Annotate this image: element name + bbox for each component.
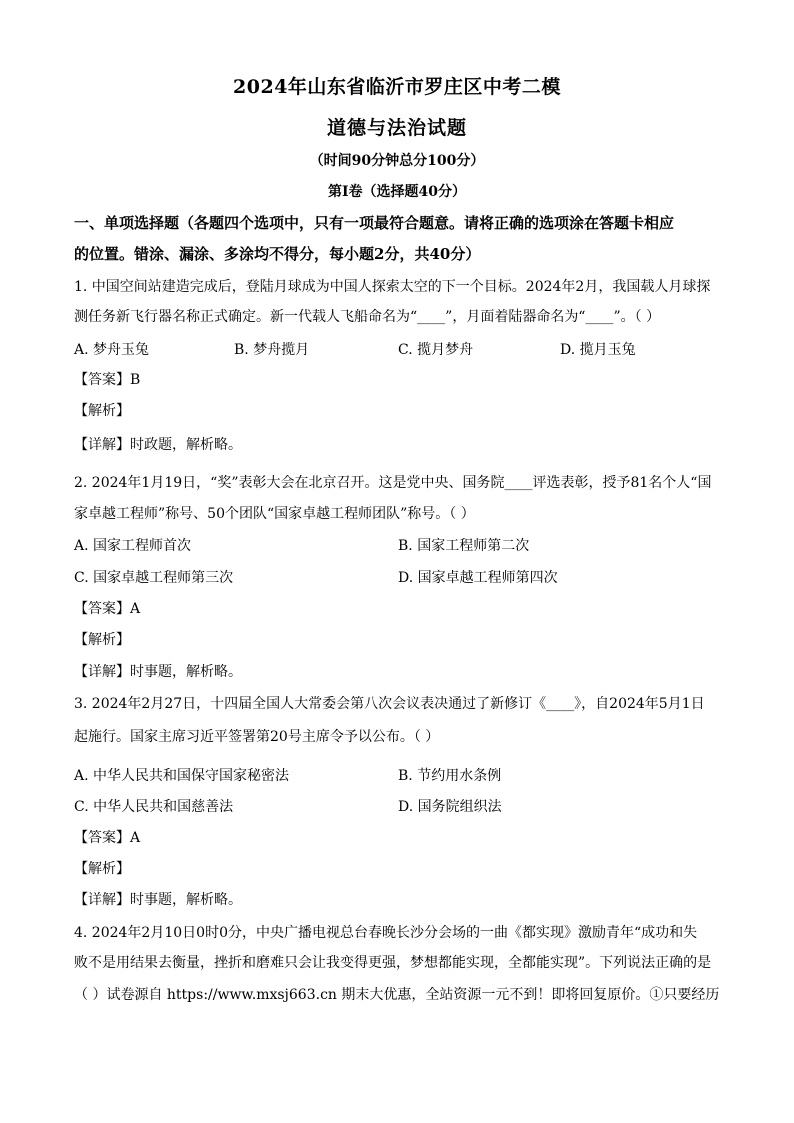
- q1-analysis: [74, 400, 734, 420]
- q1-detail-text: 时政题，解析略。: [130, 437, 242, 453]
- exam-subject: 道德与法治试题: [326, 117, 467, 139]
- answer-label: 【答案】: [74, 372, 130, 388]
- section-heading-line2: 的位置。错涂、漏涂、多涂均不得分，每小题2分，共40分）: [74, 245, 481, 263]
- q3-detail-text: 时事题，解析略。: [130, 892, 242, 908]
- q2-option-b: B. 国家工程师第二次: [398, 538, 530, 554]
- q2-answer-value: A: [130, 601, 141, 617]
- q3-answer: [74, 827, 734, 847]
- analysis-label: 【解析】: [74, 403, 130, 419]
- exam-volume: 第I卷（选择题40分）: [327, 184, 467, 200]
- q3-option-a: A. 中华人民共和国保守国家秘密法: [74, 768, 290, 784]
- q1-detail: [74, 434, 734, 454]
- detail-label: 【详解】: [74, 664, 130, 680]
- q1-stem-line2: 测任务新飞行器名称正式确定。新一代载人飞船命名为“____”，月面着陆器命名为“____”。（ ）: [74, 309, 661, 325]
- q1-option-d: D. 揽月玉兔: [560, 342, 636, 358]
- analysis-label: 【解析】: [74, 632, 130, 648]
- exam-time-info: （时间90分钟总分100分）: [309, 153, 485, 169]
- q3-stem-line1: 3. 2024年2月27日，十四届全国人大常委会第八次会议表决通过了新修订《____》，自2024年5月1日: [74, 696, 705, 712]
- q2-detail-text: 时事题，解析略。: [130, 664, 242, 680]
- q2-option-a: A. 国家工程师首次: [74, 538, 192, 554]
- q1-option-b: B. 梦舟揽月: [234, 342, 310, 358]
- exam-title: 2024年山东省临沂市罗庄区中考二模: [233, 76, 561, 98]
- q1-option-a: A. 梦舟玉兔: [74, 342, 150, 358]
- answer-label: 【答案】: [74, 601, 130, 617]
- section-heading-line1: 一、单项选择题（各题四个选项中，只有一项最符合题意。请将正确的选项涂在答题卡相应: [74, 214, 675, 232]
- q3-detail: [74, 889, 734, 909]
- q2-detail: [74, 661, 734, 681]
- q3-option-b: B. 节约用水条例: [398, 768, 502, 784]
- q1-stem-line1: 1. 中国空间站建造完成后，登陆月球成为中国人探索太空的下一个目标。2024年2月，我国载人月球探: [74, 279, 711, 295]
- q2-option-c: C. 国家卓越工程师第三次: [74, 570, 234, 586]
- q3-analysis: [74, 858, 734, 878]
- q2-answer: [74, 598, 734, 618]
- answer-label: 【答案】: [74, 830, 130, 846]
- q3-stem-line2: 起施行。国家主席习近平签署第20号主席令予以公布。（ ）: [74, 729, 440, 745]
- q1-answer-value: B: [130, 372, 141, 388]
- detail-label: 【详解】: [74, 892, 130, 908]
- q3-option-c: C. 中华人民共和国慈善法: [74, 799, 234, 815]
- q3-answer-value: A: [130, 830, 141, 846]
- q2-stem-line1: 2. 2024年1月19日，“奖”表彰大会在北京召开。这是党中央、国务院____评选表彰，授予81名个人“国: [74, 475, 712, 491]
- q4-stem-line3: （ ）试卷源自 https://www.mxsj663.cn 期末大优惠，全站资源一元不到！即将回复原价。①只要经历: [74, 987, 720, 1003]
- q4-stem-line1: 4. 2024年2月10日0时0分，中央广播电视总台春晚长沙分会场的一曲《都实现》激励青年“成功和失: [74, 925, 698, 941]
- q1-option-c: C. 揽月梦舟: [398, 342, 474, 358]
- q2-stem-line2: 家卓越工程师”称号、50个团队“国家卓越工程师团队”称号。（ ）: [74, 506, 475, 522]
- q2-analysis: [74, 629, 734, 649]
- q3-option-d: D. 国务院组织法: [398, 799, 502, 815]
- analysis-label: 【解析】: [74, 861, 130, 877]
- q2-option-d: D. 国家卓越工程师第四次: [398, 570, 558, 586]
- detail-label: 【详解】: [74, 437, 130, 453]
- q4-stem-line2: 败不是用结果去衡量，挫折和磨难只会让我变得更强，梦想都能实现，全都能实现”。下列说法正确的是: [74, 955, 712, 971]
- q1-answer: [74, 369, 734, 389]
